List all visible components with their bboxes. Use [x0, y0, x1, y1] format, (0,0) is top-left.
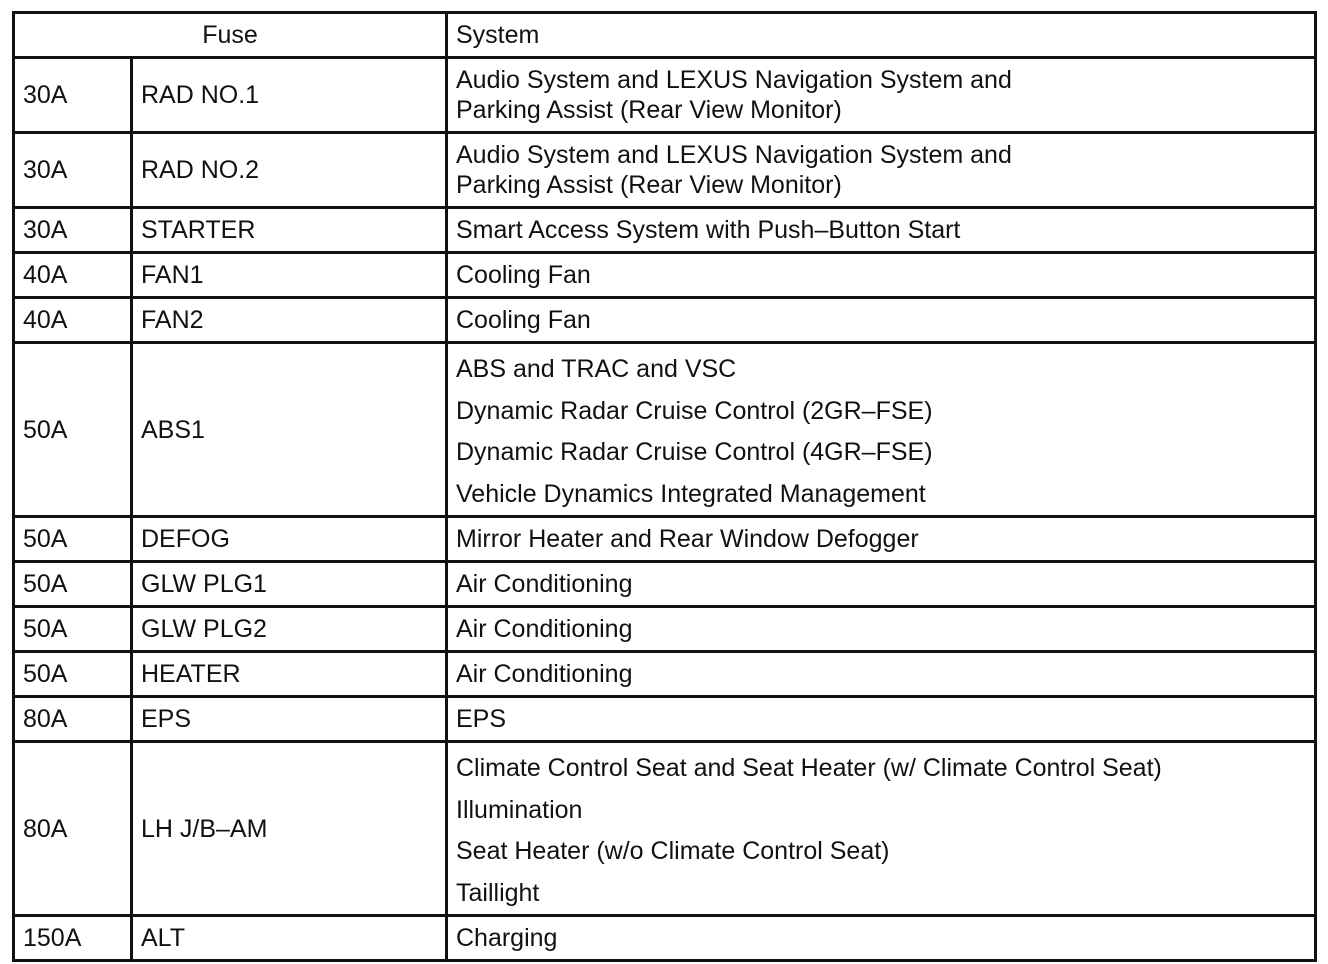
- system-cell: [447, 133, 1316, 208]
- fuse-name: ALT: [132, 916, 447, 961]
- table-row: [14, 697, 1316, 742]
- system-line: Audio System and LEXUS Navigation System and: [456, 66, 1012, 94]
- table-row: [14, 562, 1316, 607]
- fuse-amperage: 50A: [14, 343, 132, 517]
- fuse-amperage: 40A: [14, 298, 132, 343]
- system-cell: [447, 742, 1316, 916]
- table-row: [14, 298, 1316, 343]
- fuse-name: STARTER: [132, 208, 447, 253]
- system-cell: Air Conditioning: [447, 607, 1316, 652]
- fuse-name: LH J/B–AM: [132, 742, 447, 916]
- system-line: Climate Control Seat and Seat Heater (w/ Climate Control Seat): [456, 754, 1162, 782]
- system-line: Illumination: [456, 795, 583, 824]
- table-row: [14, 343, 1316, 517]
- fuse-amperage: 50A: [14, 607, 132, 652]
- table-row: [14, 253, 1316, 298]
- fuse-name: RAD NO.1: [132, 58, 447, 133]
- table-row: [14, 742, 1316, 916]
- table-row: [14, 652, 1316, 697]
- table-row: [14, 517, 1316, 562]
- system-cell: EPS: [447, 697, 1316, 742]
- system-cell: Charging: [447, 916, 1316, 961]
- system-line: Vehicle Dynamics Integrated Management: [456, 479, 926, 508]
- system-cell: Smart Access System with Push–Button Start: [447, 208, 1316, 253]
- system-cell: [447, 58, 1316, 133]
- fuse-amperage: 50A: [14, 562, 132, 607]
- fuse-name: EPS: [132, 697, 447, 742]
- system-line: Parking Assist (Rear View Monitor): [456, 96, 842, 124]
- fuse-amperage: 50A: [14, 652, 132, 697]
- system-line: Dynamic Radar Cruise Control (2GR–FSE): [456, 396, 933, 425]
- fuse-table: [12, 11, 1317, 962]
- fuse-amperage: 80A: [14, 697, 132, 742]
- header-system: System: [447, 13, 1316, 58]
- system-cell: Mirror Heater and Rear Window Defogger: [447, 517, 1316, 562]
- system-cell: Cooling Fan: [447, 298, 1316, 343]
- fuse-amperage: 30A: [14, 58, 132, 133]
- header-row: [14, 13, 1316, 58]
- fuse-name: GLW PLG1: [132, 562, 447, 607]
- fuse-name: FAN2: [132, 298, 447, 343]
- fuse-amperage: 150A: [14, 916, 132, 961]
- fuse-amperage: 40A: [14, 253, 132, 298]
- fuse-amperage: 30A: [14, 133, 132, 208]
- system-cell: Cooling Fan: [447, 253, 1316, 298]
- system-line: Seat Heater (w/o Climate Control Seat): [456, 837, 890, 865]
- fuse-name: DEFOG: [132, 517, 447, 562]
- system-line: Audio System and LEXUS Navigation System and: [456, 141, 1012, 169]
- system-line: ABS and TRAC and VSC: [456, 355, 737, 383]
- system-line: Dynamic Radar Cruise Control (4GR–FSE): [456, 438, 933, 466]
- table-row: [14, 58, 1316, 133]
- system-line: Taillight: [456, 878, 540, 907]
- fuse-amperage: 50A: [14, 517, 132, 562]
- fuse-name: FAN1: [132, 253, 447, 298]
- system-cell: Air Conditioning: [447, 652, 1316, 697]
- system-cell: Air Conditioning: [447, 562, 1316, 607]
- system-line: Parking Assist (Rear View Monitor): [456, 171, 842, 199]
- fuse-name: ABS1: [132, 343, 447, 517]
- header-fuse: Fuse: [14, 13, 447, 58]
- fuse-amperage: 80A: [14, 742, 132, 916]
- fuse-amperage: 30A: [14, 208, 132, 253]
- table-row: [14, 607, 1316, 652]
- system-cell: [447, 343, 1316, 517]
- table-row: [14, 133, 1316, 208]
- fuse-name: RAD NO.2: [132, 133, 447, 208]
- table-row: [14, 208, 1316, 253]
- fuse-name: GLW PLG2: [132, 607, 447, 652]
- fuse-name: HEATER: [132, 652, 447, 697]
- table-row: [14, 916, 1316, 961]
